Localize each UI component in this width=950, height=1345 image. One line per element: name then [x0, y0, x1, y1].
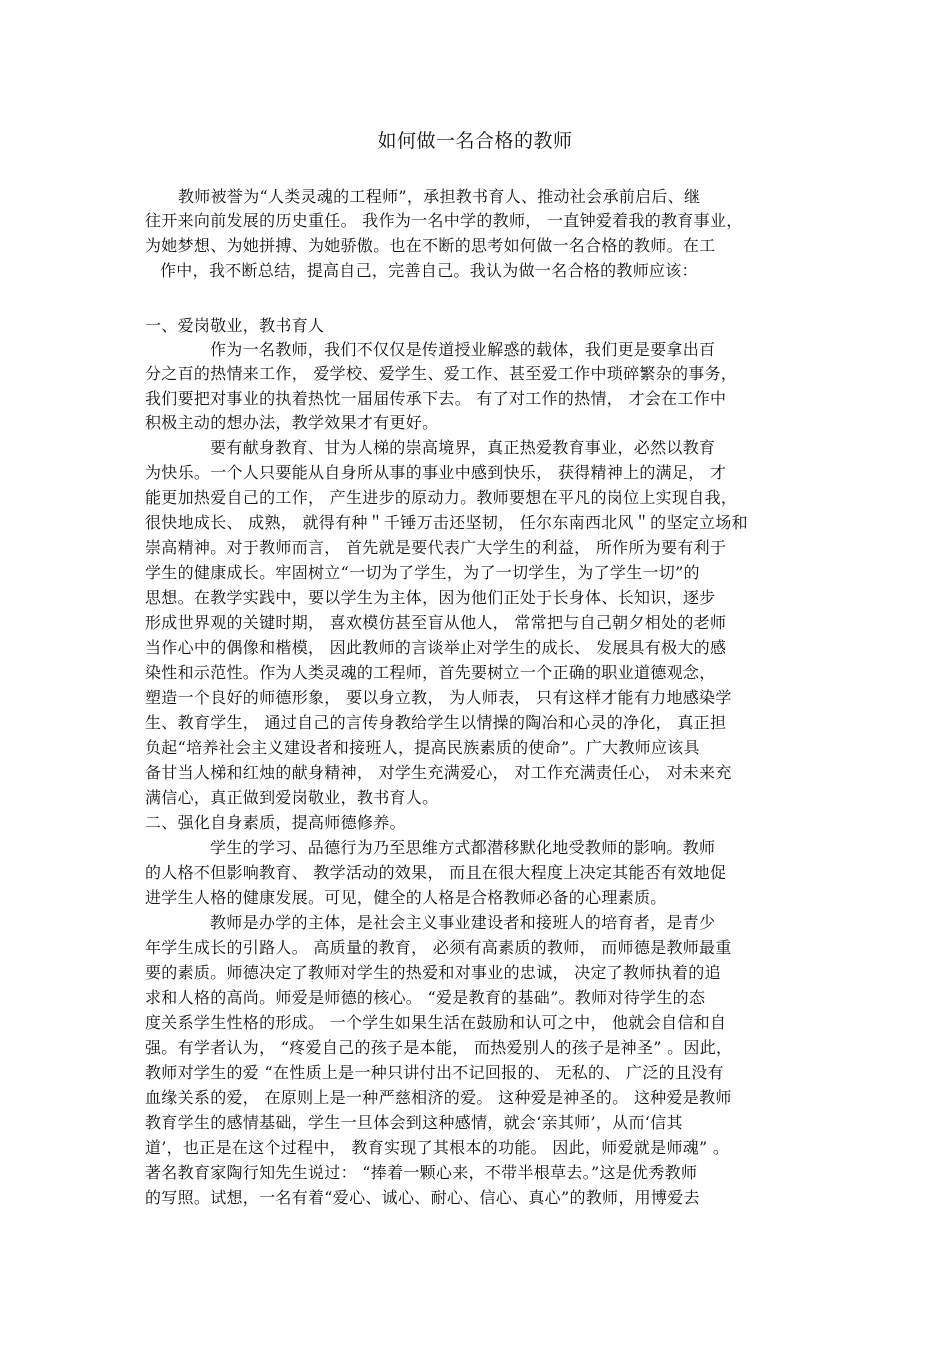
text-line: 道’，也正是在这个过程中， 教育实现了其根本的功能。 因此，师爱就是师魂” 。 [145, 1138, 730, 1157]
text-line: 崇高精神。对于教师而言， 首先就是要代表广大学生的利益， 所作所为要有利于 [145, 538, 727, 557]
text-line: 学生的学习、品德行为乃至思维方式都潜移默化地受教师的影响。教师 [210, 838, 716, 857]
text-line: 染性和示范性。作为人类灵魂的工程师，首先要树立一个正确的职业道德观念， [145, 663, 716, 682]
text-line: 作中，我不断总结，提高自己，完善自己。我认为做一名合格的教师应该： [160, 261, 698, 280]
text-line: 的人格不但影响教育、 教学活动的效果， 而且在很大程度上决定其能否有效地促 [145, 863, 727, 882]
text-line: 塑造一个良好的师德形象， 要以身立教， 为人师表， 只有这样才能有力地感染学 [145, 688, 732, 707]
text-line: 教师是办学的主体，是社会主义事业建设者和接班人的培育者，是青少 [210, 913, 716, 932]
text-line: 为快乐。一个人只要能从自身所从事的事业中感到快乐， 获得精神上的满足， 才 [145, 463, 727, 482]
text-line: 生、教育学生， 通过自己的言传身教给学生以情操的陶冶和心灵的净化， 真正担 [145, 713, 727, 732]
text-line: 求和人格的高尚。师爱是师德的核心。 “爱是教育的基础”。教师对待学生的态 [145, 988, 706, 1007]
text-line: 教师对学生的爱 “在性质上是一种只讲付出不记回报的、 无私的、 广泛的且没有 [145, 1063, 724, 1082]
text-line: 当作心中的偶像和楷模， 因此教师的言谈举止对学生的成长、 发展具有极大的感 [145, 638, 727, 657]
text-line: 二、强化自身素质，提高师德修养。 [145, 813, 406, 832]
text-line: 备甘当人梯和红烛的献身精神， 对学生充满爱心， 对工作充满责任心， 对未来充 [145, 763, 732, 782]
text-line: 思想。在教学实践中，要以学生为主体，因为他们正处于长身体、长知识，逐步 [145, 588, 716, 607]
text-line: 教育学生的感情基础，学生一旦体会到这种感情，就会‘亲其师’，从而‘信其 [145, 1113, 683, 1132]
text-line: 我们要把对事业的执着热忱一届届传承下去。 有了对工作的热情， 才会在工作中 [145, 389, 727, 408]
text-line: 著名教育家陶行知先生说过： “捧着一颗心来，不带半根草去。”这是优秀教师 [145, 1163, 698, 1182]
text-line: 形成世界观的关键时期， 喜欢模仿甚至盲从他人， 常常把与自己朝夕相处的老师 [145, 613, 727, 632]
text-line: 血缘关系的爱， 在原则上是一种严慈相济的爱。 这种爱是神圣的。 这种爱是教师 [145, 1088, 732, 1107]
text-line: 积极主动的想办法，教学效果才有更好。 [145, 413, 439, 432]
text-line: 进学生人格的健康发展。可见，健全的人格是合格教师必备的心理素质。 [145, 888, 667, 907]
text-line: 满信心，真正做到爱岗敬业，教书育人。 [145, 788, 439, 807]
text-line: 学生的健康成长。牢固树立“一切为了学生，为了一切学生，为了学生一切”的 [145, 563, 700, 582]
text-line: 强。有学者认为， “疼爱自己的孩子是本能， 而热爱别人的孩子是神圣” 。因此， [145, 1038, 733, 1057]
text-line: 很快地成长、 成熟， 就得有种＂千锤万击还坚韧， 任尔东南西北风＂的坚定立场和 [145, 513, 748, 532]
text-line: 年学生成长的引路人。 高质量的教育， 必须有高素质的教师， 而师德是教师最重 [145, 938, 732, 957]
text-line: 度关系学生性格的形成。 一个学生如果生活在鼓励和认可之中， 他就会自信和自 [145, 1013, 727, 1032]
text-line: 能更加热爱自己的工作， 产生进步的原动力。教师要想在平凡的岗位上实现自我， [145, 488, 738, 507]
text-line: 要的素质。师德决定了教师对学生的热爱和对事业的忠诚， 决定了教师执着的追 [145, 963, 721, 982]
text-line: 要有献身教育、甘为人梯的崇高境界，真正热爱教育事业，必然以教育 [210, 438, 716, 457]
document-title: 如何做一名合格的教师 [377, 130, 573, 152]
text-line: 为她梦想、为她拼搏、为她骄傲。也在不断的思考如何做一名合格的教师。在工 [145, 236, 716, 255]
text-line: 往开来向前发展的历史重任。 我作为一名中学的教师， 一直钟爱着我的教育事业， [145, 211, 743, 230]
text-line: 一、爱岗敬业，教书育人 [145, 316, 325, 335]
text-line: 教师被誉为“人类灵魂的工程师”，承担教书育人、推动社会承前启后、继 [178, 187, 701, 206]
text-line: 作为一名教师，我们不仅仅是传道授业解惑的载体，我们更是要拿出百 [210, 340, 716, 359]
text-line: 分之百的热情来工作， 爱学校、爱学生、爱工作、甚至爱工作中琐碎繁杂的事务， [145, 364, 738, 383]
text-line: 的写照。试想，一名有着“爱心、诚心、耐心、信心、真心”的教师，用博爱去 [145, 1188, 700, 1207]
text-line: 负起“培养社会主义建设者和接班人，提高民族素质的使命”。广大教师应该具 [145, 738, 700, 757]
